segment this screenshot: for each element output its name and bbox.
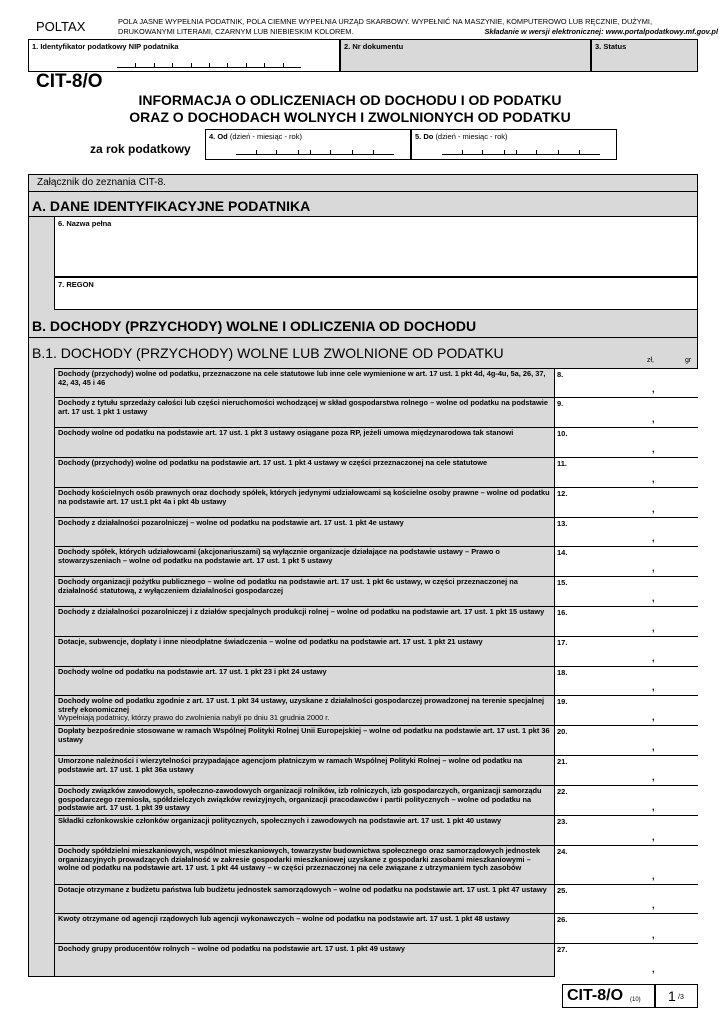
row-number: 23. xyxy=(557,817,568,826)
row-description-text: Dochody kościelnych osób prawnych oraz dochody spółek, których jedynymi udziałowcami są kościelne osoby prawne – wolne od podatku na podstawie art. 17 ust.1 pkt 4a i pkt 4b ustawy xyxy=(58,488,550,506)
decimal-separator: , xyxy=(652,384,655,394)
row-divider xyxy=(54,517,698,518)
row-11-amount-field[interactable] xyxy=(554,457,698,487)
tax-year-label: za rok podatkowy xyxy=(90,142,191,156)
row-21-description xyxy=(56,755,552,785)
decimal-separator: , xyxy=(652,414,655,424)
currency-gr-label: gr xyxy=(685,357,692,364)
row-divider xyxy=(54,884,698,885)
row-number: 8. xyxy=(557,370,564,379)
attachment-note: Załącznik do zeznania CIT-8. xyxy=(37,177,166,188)
row-divider xyxy=(54,695,698,696)
row-divider xyxy=(54,546,698,547)
footer-page-total: /3 xyxy=(678,994,684,1001)
row-17-description xyxy=(56,636,552,666)
row-21-amount-field[interactable] xyxy=(554,755,698,785)
row-description-text: Dochody grupy producentów rolnych – wolne od podatku na podstawie art. 17 ust. 1 pkt 49 ustawy xyxy=(58,944,406,953)
row-divider xyxy=(54,576,698,577)
row-20-description xyxy=(56,725,552,755)
nip-label: 1. Identyfikator podatkowy NIP podatnika xyxy=(32,42,179,51)
row-number: 20. xyxy=(557,727,568,736)
full-name-field[interactable] xyxy=(54,216,698,277)
row-number: 21. xyxy=(557,757,568,766)
row-number: 27. xyxy=(557,945,568,954)
row-divider xyxy=(54,913,698,914)
row-description-text: Dochody z działalności pozarolniczej i z działów specjalnych produkcji rolnej – wolne od podatku na podstawie art. 17 ust. 1 pkt 15 ustawy xyxy=(58,607,545,616)
row-18-amount-field[interactable] xyxy=(554,666,698,695)
decimal-separator: , xyxy=(652,832,655,842)
row-divider xyxy=(54,427,698,428)
decimal-separator: , xyxy=(652,504,655,514)
status-field xyxy=(591,39,698,72)
footer-form-code: CIT-8/O xyxy=(567,987,624,1004)
row-divider xyxy=(54,785,698,786)
row-description-text: Dotacje otrzymane z budżetu państwa lub budżetu jednostek samorządowych – wolne od podatku na podstawie art. 17 ust. 1 pkt 47 ustawy xyxy=(58,885,547,894)
row-number: 15. xyxy=(557,578,568,587)
row-number: 19. xyxy=(557,697,568,706)
row-16-amount-field[interactable] xyxy=(554,606,698,636)
row-divider xyxy=(54,815,698,816)
row-14-amount-field[interactable] xyxy=(554,546,698,576)
form-title-line-2: ORAZ O DOCHODACH WOLNYCH I ZWOLNIONYCH OD PODATKU xyxy=(129,109,571,125)
row-description-text: Dochody wolne od podatku na podstawie art. 17 ust. 1 pkt 23 i pkt 24 ustawy xyxy=(58,667,327,676)
row-number: 26. xyxy=(557,915,568,924)
row-number: 18. xyxy=(557,668,568,677)
row-22-description xyxy=(56,785,552,815)
decimal-separator: , xyxy=(652,623,655,633)
section-b1-title: B.1. DOCHODY (PRZYCHODY) WOLNE LUB ZWOLNIONE OD PODATKU xyxy=(32,345,504,361)
document-number-label: 2. Nr dokumentu xyxy=(344,42,404,51)
row-description-text: Dopłaty bezpośrednie stosowane w ramach Wspólnej Polityki Rolnej Unii Europejskiej – wolne od podatku na podstawie art. 17 ust. 1 pkt 36 ustawy xyxy=(58,726,550,744)
row-description-text: Umorzone należności i wierzytelności przypadające agencjom płatniczym w ramach Wspólnej Polityki Rolnej – wolne od podatku na podstawie art. 17 ust. 1 pkt 36a ustawy xyxy=(58,756,523,774)
row-divider xyxy=(54,636,698,637)
row-13-amount-field[interactable] xyxy=(554,517,698,546)
decimal-separator: , xyxy=(652,682,655,692)
decimal-separator: , xyxy=(652,593,655,603)
row-10-amount-field[interactable] xyxy=(554,427,698,457)
row-divider xyxy=(54,845,698,846)
row-description-text: Dochody z tytułu sprzedaży całości lub części nieruchomości wchodzącej w skład gospodarstwa rolnego – wolne od podatku na podstawie art. 17 ust. 1 pkt 1 ustawy xyxy=(58,398,548,416)
row-17-amount-field[interactable] xyxy=(554,636,698,666)
row-number: 16. xyxy=(557,608,568,617)
row-divider xyxy=(54,725,698,726)
decimal-separator: , xyxy=(652,871,655,881)
row-12-amount-field[interactable] xyxy=(554,487,698,517)
row-24-description xyxy=(56,845,552,884)
row-number: 9. xyxy=(557,399,564,408)
decimal-separator: , xyxy=(652,712,655,722)
row-description-text: Dochody z działalności pozarolniczej – wolne od podatku na podstawie art. 17 ust. 1 pkt 4e ustawy xyxy=(58,518,404,527)
row-23-description xyxy=(56,815,552,845)
row-divider xyxy=(54,368,698,369)
footer-page-number: 1 xyxy=(668,988,676,1004)
row-9-amount-field[interactable] xyxy=(554,397,698,427)
fill-instructions xyxy=(118,17,718,37)
form-title-line-1: INFORMACJA O ODLICZENIACH OD DOCHODU I OD PODATKU xyxy=(138,92,562,108)
row-14-description xyxy=(56,546,552,576)
row-20-amount-field[interactable] xyxy=(554,725,698,755)
footer-form-code-box xyxy=(562,984,655,1008)
decimal-separator: , xyxy=(652,533,655,543)
regon-label: 7. REGON xyxy=(58,280,94,289)
nip-field[interactable] xyxy=(28,39,340,72)
decimal-separator: , xyxy=(652,900,655,910)
row-description-text: Dochody wolne od podatku zgodnie z art. 17 ust. 1 pkt 34 ustawy, uzyskane z działalności gospodarczej prowadzonej na terenie specjalnej strefy ekonomicznej xyxy=(58,696,545,714)
row-description-text: Dochody związków zawodowych, społeczno-zawodowych organizacji rolników, izb rolniczych, izb gospodarczych, organizacji samorządu gospodarczego rzemiosła, spółdzielczych związków rewizyjnych, organizacji pracodawców i partii politycznych – wolne od podatku na podstawie art. 17 ust. 1 pkt 39 ustawy xyxy=(58,786,542,813)
row-27-amount-field[interactable] xyxy=(554,943,698,977)
row-number: 10. xyxy=(557,429,568,438)
full-name-label: 6. Nazwa pełna xyxy=(58,219,112,228)
row-description-text: Dochody wolne od podatku na podstawie art. 17 ust. 1 pkt 3 ustawy osiągane poza RP, jeżeli umowa międzynarodowa tak stanowi xyxy=(58,428,514,437)
row-22-amount-field[interactable] xyxy=(554,785,698,815)
row-number: 12. xyxy=(557,489,568,498)
decimal-separator: , xyxy=(652,930,655,940)
decimal-separator: , xyxy=(652,964,655,974)
attachment-note-row xyxy=(29,175,697,192)
footer-form-version: (10) xyxy=(630,997,641,1003)
row-divider xyxy=(54,755,698,756)
row-10-description xyxy=(56,427,552,457)
row-25-description xyxy=(56,884,552,913)
row-divider xyxy=(54,397,698,398)
section-b-title: B. DOCHODY (PRZYCHODY) WOLNE I ODLICZENIA OD DOCHODU xyxy=(32,318,477,334)
row-number: 13. xyxy=(557,519,568,528)
decimal-separator: , xyxy=(652,474,655,484)
currency-zl-label: zł, xyxy=(647,357,654,364)
row-8-amount-field[interactable] xyxy=(554,368,698,397)
row-26-description xyxy=(56,913,552,943)
decimal-separator: , xyxy=(652,802,655,812)
row-number: 14. xyxy=(557,548,568,557)
period-from-label: 4. Od xyxy=(209,132,228,141)
row-19-description xyxy=(56,695,552,725)
row-divider xyxy=(54,666,698,667)
row-11-description xyxy=(56,457,552,487)
period-from-field[interactable] xyxy=(205,129,411,160)
row-description-text: Dochody spółek, których udziałowcami (akcjonariuszami) są wyłącznie organizacje działające na podstawie ustawy – Prawo o stowarzyszeniach – wolne od podatku na podstawie art. 17 ust. 1 pkt 5 ustawy xyxy=(58,547,500,565)
electronic-filing-note: Składanie w wersji elektronicznej: www.portalpodatkowy.mf.gov.pl xyxy=(484,27,718,36)
instruction-line-1: POLA JASNE WYPEŁNIA PODATNIK, POLA CIEMNE WYPEŁNIA URZĄD SKARBOWY. WYPEŁNIĆ NA MASZYNIE, KOMPUTEROWO LUB RĘCZNIE, DUŻYMI, xyxy=(118,17,653,26)
row-divider xyxy=(54,943,698,944)
decimal-separator: , xyxy=(652,742,655,752)
decimal-separator: , xyxy=(652,772,655,782)
row-description-text: Dochody organizacji pożytku publicznego – wolne od podatku na podstawie art. 17 ust. 1 pkt 6c ustawy, w części przeznaczonej na działalność statutową, z wyłączeniem działalności gospodarczej xyxy=(58,577,518,595)
row-15-description xyxy=(56,576,552,606)
instruction-line-2: DRUKOWANYMI LITERAMI, CZARNYM LUB NIEBIESKIM KOLOREM. xyxy=(118,27,354,36)
section-a-title: A. DANE IDENTYFIKACYJNE PODATNIKA xyxy=(32,198,311,214)
status-label: 3. Status xyxy=(595,42,627,51)
decimal-separator: , xyxy=(652,653,655,663)
period-to-hint: (dzień - miesiąc - rok) xyxy=(435,132,508,141)
row-13-description xyxy=(56,517,552,546)
decimal-separator: , xyxy=(652,444,655,454)
row-description-text: Dochody (przychody) wolne od podatku, przeznaczone na cele statutowe lub inne cele wymienione w art. 17 ust. 1 pkt 4d, 4g-4u, 5a, 26, 37, 42, 43, 45 i 46 xyxy=(58,369,546,387)
row-description-text: Dochody spółdzielni mieszkaniowych, wspólnot mieszkaniowych, towarzystw budownictwa społecznego oraz samorządowych jednostek organizacyjnych prowadzących działalność w zakresie gospodarki mieszkaniowej uzyskane z gospodarki zasobami mieszkaniowymi – wolne od podatku na podstawie art. 17 ust. 1 pkt 44 ustawy – w części przeznaczonej na cele związane z utrzymaniem tych zasobów xyxy=(58,846,541,873)
row-description-text: Składki członkowskie członków organizacji politycznych, społecznych i zawodowych na podstawie art. 17 ust. 1 pkt 40 ustawy xyxy=(58,816,502,825)
footer-page-box xyxy=(655,984,698,1008)
row-description-text: Dochody (przychody) wolne od podatku na podstawie art. 17 ust. 1 pkt 4 ustawy w części przeznaczonej na cele statutowe xyxy=(58,458,488,467)
row-24-amount-field[interactable] xyxy=(554,845,698,884)
row-description-text: Dotacje, subwencje, dopłaty i inne nieodpłatne świadczenia – wolne od podatku na podstawie art. 17 ust. 1 pkt 21 ustawy xyxy=(58,637,483,646)
row-number: 24. xyxy=(557,847,568,856)
decimal-separator: , xyxy=(652,563,655,573)
brand-poltax: POLTAX xyxy=(36,19,86,34)
document-number-field xyxy=(340,39,591,72)
row-15-amount-field[interactable] xyxy=(554,576,698,606)
rows-left-border xyxy=(54,368,55,977)
row-19-amount-field[interactable] xyxy=(554,695,698,725)
period-to-field[interactable] xyxy=(411,129,617,160)
row-26-amount-field[interactable] xyxy=(554,913,698,943)
rows-amount-border xyxy=(554,368,555,977)
period-from-hint: (dzień - miesiąc - rok) xyxy=(229,132,302,141)
row-divider xyxy=(54,487,698,488)
row-18-description xyxy=(56,666,552,695)
period-to-ticks xyxy=(442,150,600,155)
row-number: 25. xyxy=(557,886,568,895)
row-25-amount-field[interactable] xyxy=(554,884,698,913)
form-code: CIT-8/O xyxy=(36,71,103,92)
period-to-label: 5. Do xyxy=(415,132,434,141)
row-16-description xyxy=(56,606,552,636)
row-divider xyxy=(54,606,698,607)
regon-field[interactable] xyxy=(54,277,698,310)
row-8-description xyxy=(56,368,552,397)
row-number: 17. xyxy=(557,638,568,647)
row-23-amount-field[interactable] xyxy=(554,815,698,845)
nip-ticks xyxy=(117,63,301,68)
row-number: 22. xyxy=(557,787,568,796)
row-description-text: Kwoty otrzymane od agencji rządowych lub agencji wykonawczych – wolne od podatku na podstawie art. 17 ust. 1 pkt 48 ustawy xyxy=(58,914,510,923)
row-12-description xyxy=(56,487,552,517)
row-27-description xyxy=(56,943,552,977)
row-divider xyxy=(54,457,698,458)
row-9-description xyxy=(56,397,552,427)
period-from-ticks xyxy=(236,150,394,155)
row-description-note: Wypełniają podatnicy, którzy prawo do zwolnienia nabyli po dniu 31 grudnia 2000 r. xyxy=(58,713,330,723)
row-number: 11. xyxy=(557,459,568,468)
